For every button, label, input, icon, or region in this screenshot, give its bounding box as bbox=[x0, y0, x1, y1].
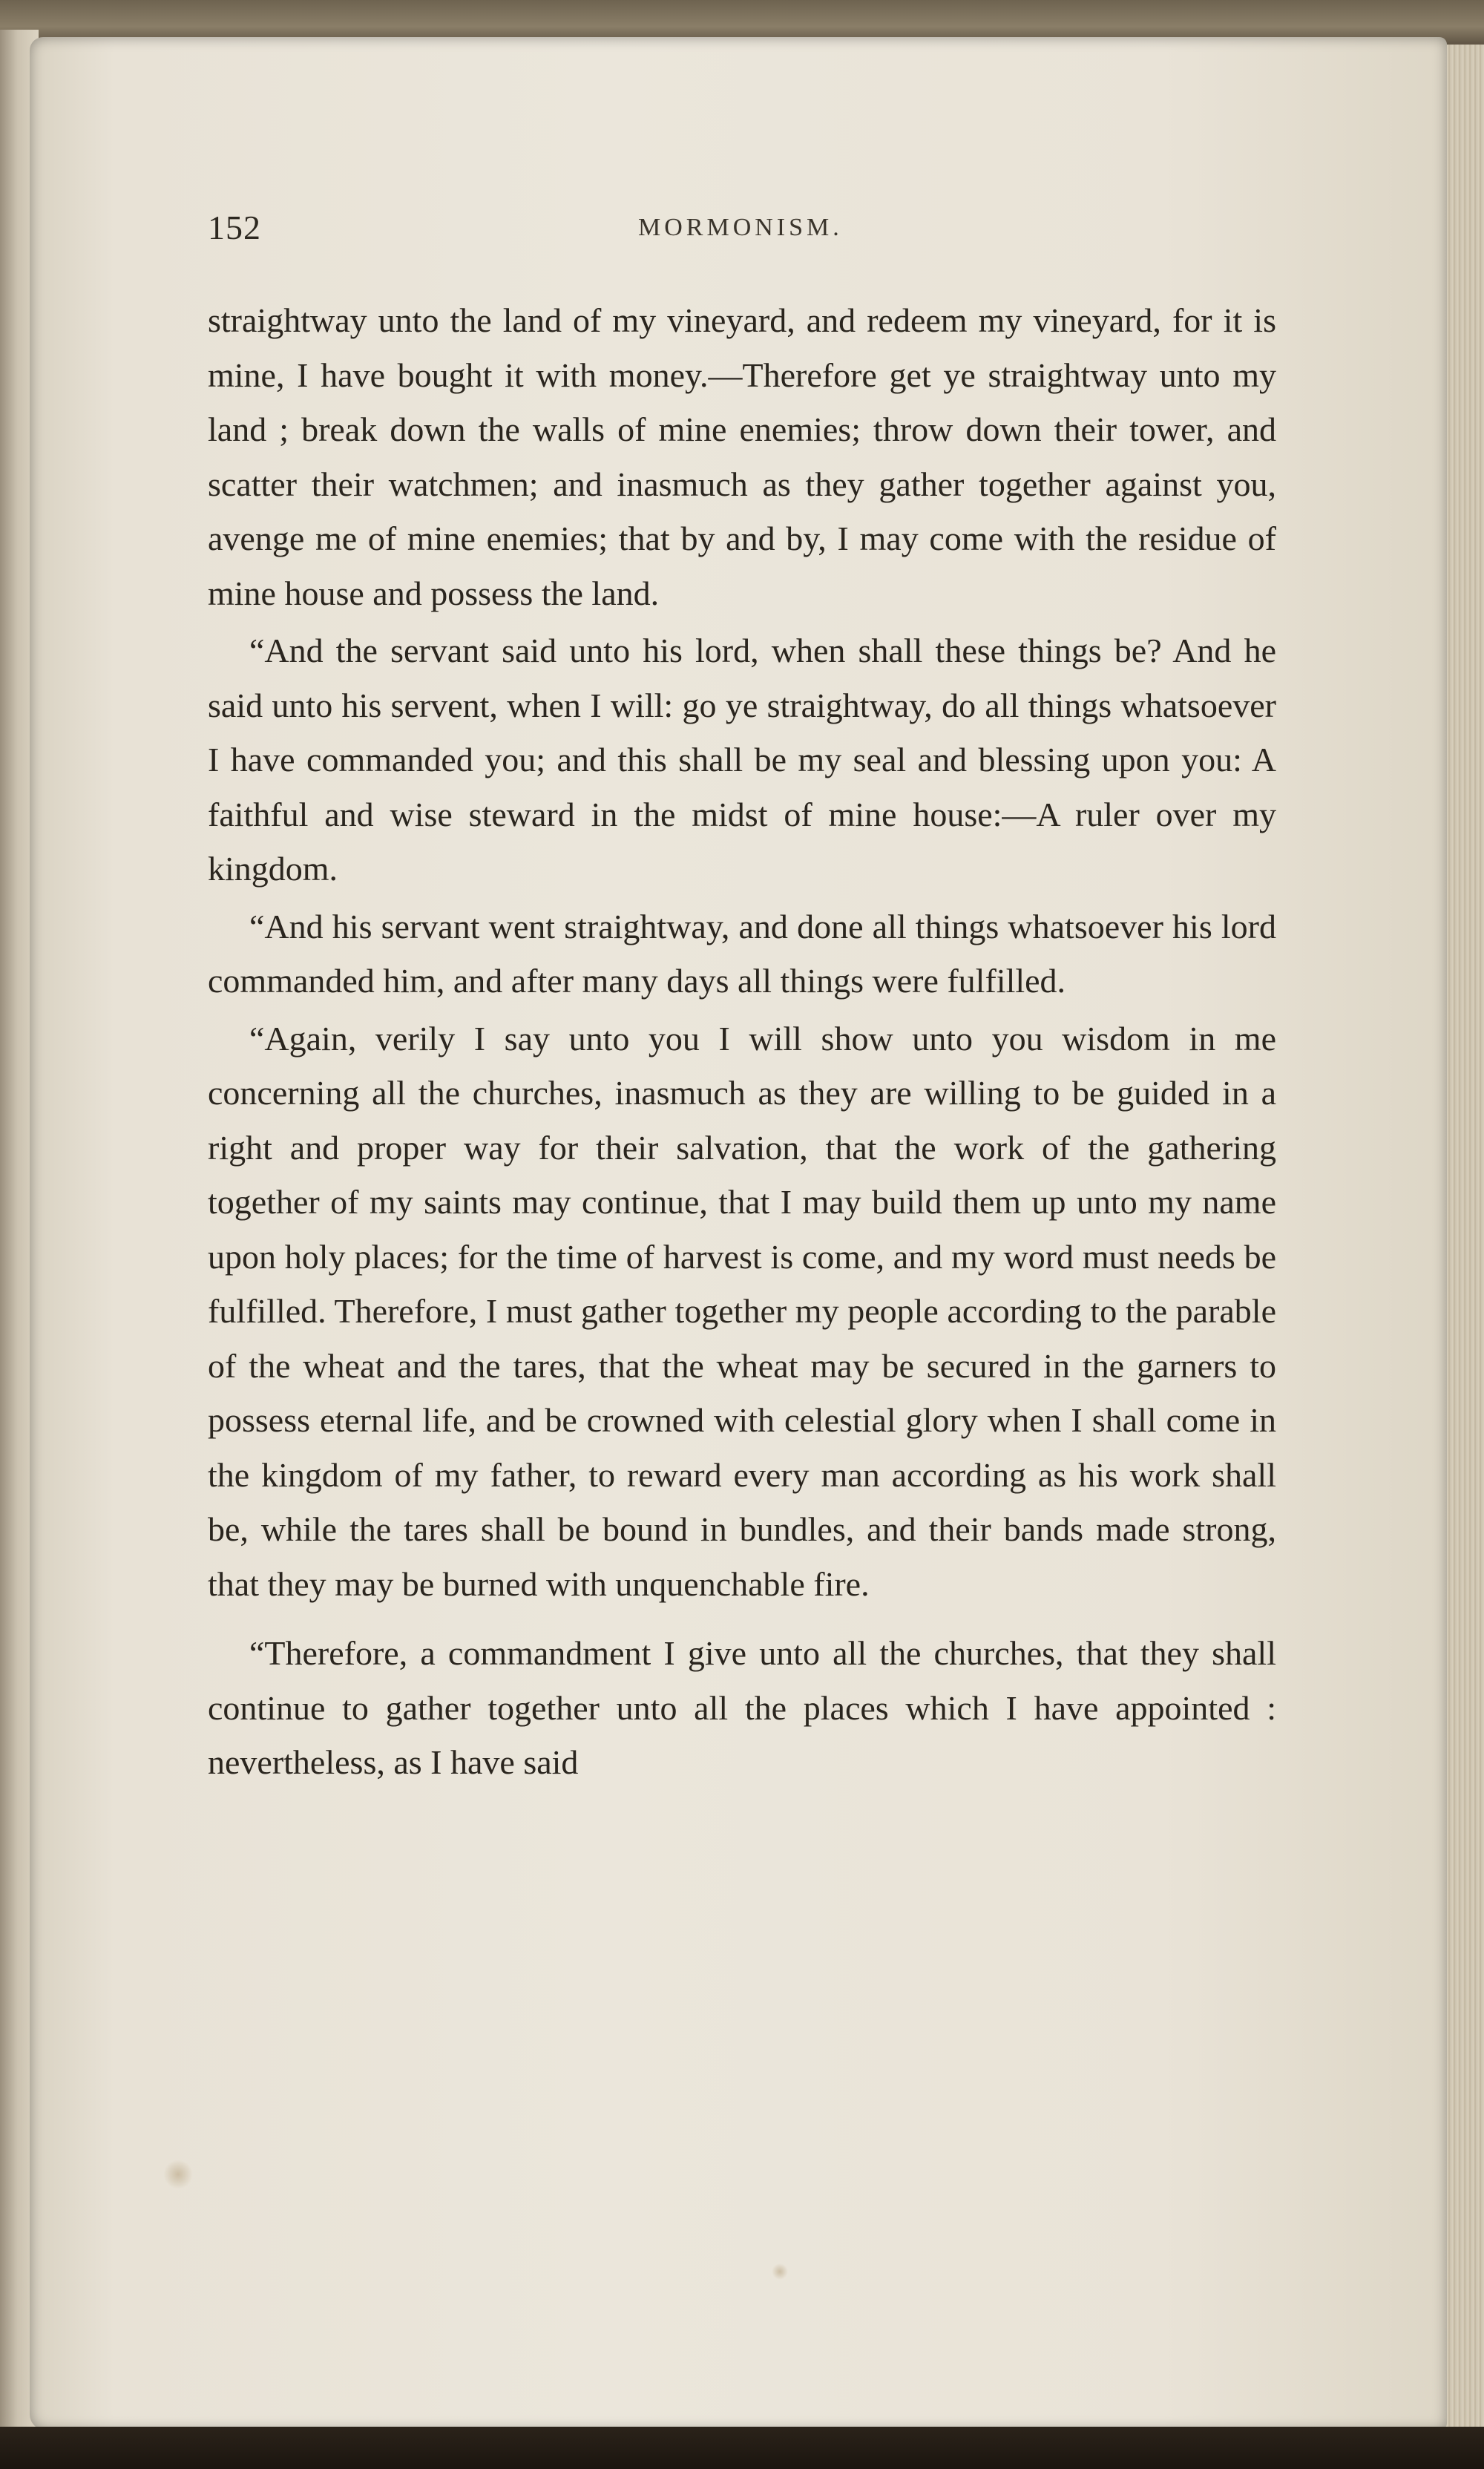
paragraph: “Therefore, a commandment I give unto all the churches, that they shall continue to gather together unto all the places which I have appointed : nevertheless, as I have said bbox=[208, 1634, 1276, 1781]
body-text bbox=[208, 293, 1276, 1790]
foxing-spot bbox=[163, 2160, 193, 2189]
foxing-spot bbox=[772, 2263, 788, 2280]
paragraph: straightway unto the land of my vineyard, and redeem my vineyard, for it is mine, I have bought it with money.—Therefore get ye straightway unto my land ; break down the walls of mine enemies; throw down their tower, and scatter their watchmen; and inasmuch as they gather together against you, avenge me of mine enemies; that by and by, I may come with the residue of mine house and possess the land. bbox=[208, 301, 1276, 612]
paragraph: “Again, verily I say unto you I will show unto you wisdom in me concerning all the churches, inasmuch as they are willing to be guided in a right and proper way for their salvation, that the work of the gathering together of my saints may continue, that I may build them up unto my name upon holy places; for the time of harvest is come, and my word must needs be fulfilled. Therefore, I must gather together my people according to the parable of the wheat and the tares, that the wheat may be secured in the garners to possess eternal life, and be crowned with celestial glory when I shall come in the kingdom of my father, to reward every man according as his work shall be, while the tares shall be bound in bundles, and their bands made strong, that they may be burned with unquenchable fire. bbox=[208, 1019, 1276, 1603]
running-head bbox=[208, 208, 1261, 252]
page-number: 152 bbox=[208, 209, 261, 246]
running-title: MORMONISM. bbox=[638, 214, 843, 241]
paragraph: “And his servant went straightway, and done all things whatsoever his lord commanded him, and after many days all things were fulfilled. bbox=[208, 907, 1276, 1000]
paragraph: “And the servant said unto his lord, when shall these things be? And he said unto his servent, when I will: go ye straightway, do all things whatsoever I have commanded you; and this shall be my seal and blessing upon you: A faithful and wise steward in the midst of mine house:—A ruler over my kingdom. bbox=[208, 632, 1276, 888]
book-cloth-bottom bbox=[0, 2427, 1484, 2469]
